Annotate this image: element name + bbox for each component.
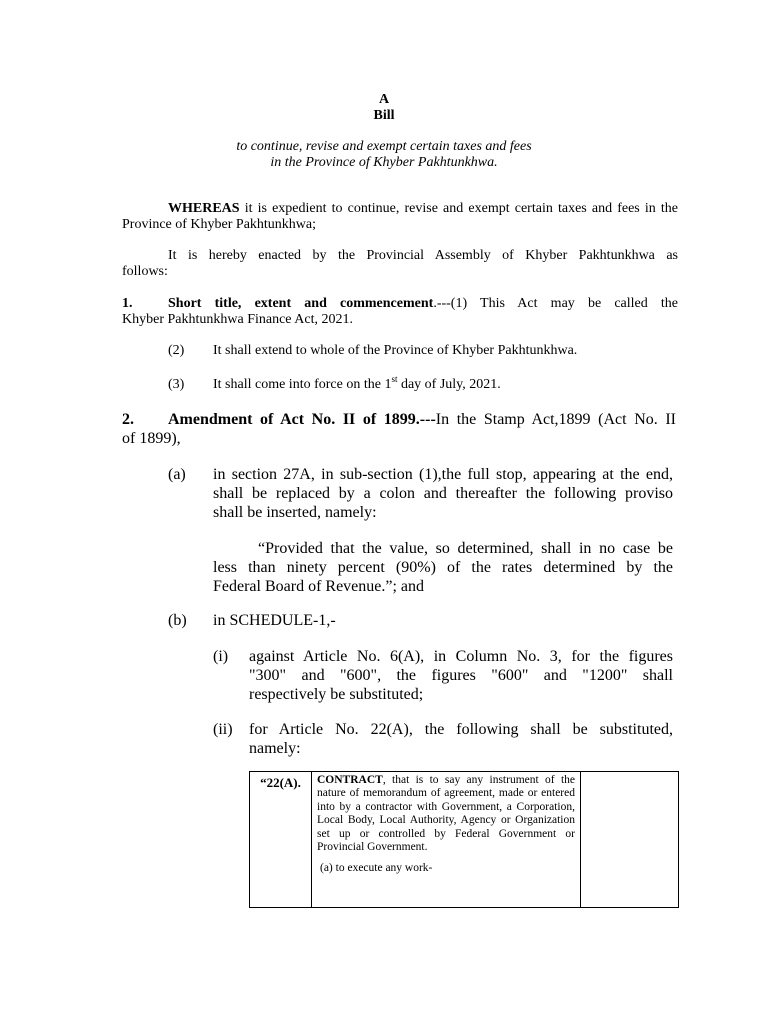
section-1-text-2: Khyber Pakhtunkhwa Finance Act, 2021. — [122, 312, 353, 327]
section-2-heading-line — [168, 410, 676, 429]
contract-label: CONTRACT — [317, 774, 383, 786]
proviso-line-3: Federal Board of Revenue.”; and — [213, 578, 425, 595]
section-1-heading-line — [168, 296, 678, 312]
section-1-title: Short title, extent and commencement — [168, 296, 434, 311]
schedule-table — [249, 771, 679, 908]
heading-a: A — [378, 92, 390, 107]
whereas-text: it is expedient to continue, revise and exempt certain taxes and fees in the Province of Khyber Pakhtunkhwa; — [122, 201, 678, 232]
item-i-line-3: respectively be substituted; — [249, 686, 424, 703]
sub-2-text: It shall extend to whole of the Province of Khyber Pakhtunkhwa. — [213, 343, 578, 358]
sub-3-text — [213, 374, 501, 393]
clause-a-line-1: in section 27A, in sub-section (1),the full stop, appearing at the end, — [213, 466, 673, 483]
enact-line-1: It is hereby enacted by the Provincial Assembly of Khyber Pakhtunkhwa as — [168, 248, 678, 263]
table-row — [250, 772, 679, 908]
sub-3-number: (3) — [168, 377, 185, 392]
heading-bill: Bill — [373, 108, 395, 123]
clause-a-line-3: shall be inserted, namely: — [213, 504, 377, 521]
proviso-line-1: “Provided that the value, so determined, shall in no case be — [258, 540, 673, 557]
sub-3-superscript: st — [391, 374, 398, 384]
section-2-title: Amendment of Act No. II of 1899.--- — [168, 411, 436, 428]
item-ii-line-1: for Article No. 22(A), the following shall be substituted, — [249, 721, 673, 738]
proviso-line-2: less than ninety percent (90%) of the rates determined by the — [213, 559, 673, 576]
enact-line-2: follows: — [122, 264, 168, 279]
sub-2-number: (2) — [168, 343, 185, 358]
section-1-number: 1. — [122, 296, 133, 311]
section-2-number: 2. — [122, 411, 134, 428]
whereas-label: WHEREAS — [168, 201, 240, 216]
clause-b-number: (b) — [168, 612, 187, 629]
subtitle-line-2: in the Province of Khyber Pakhtunkhwa. — [270, 155, 498, 170]
item-ii-number: (ii) — [213, 721, 233, 738]
article-number: “22(A). — [260, 775, 301, 790]
clause-a-number: (a) — [168, 466, 186, 483]
item-ii-line-2: namely: — [249, 740, 301, 757]
sub-3-text-post: day of July, 2021. — [397, 377, 501, 392]
clause-b-text: in SCHEDULE-1,- — [213, 612, 336, 629]
contract-description — [317, 774, 575, 854]
whereas-paragraph — [122, 201, 678, 233]
section-2-text-1: In the Stamp Act,1899 (Act No. II — [435, 411, 677, 428]
item-i-line-1: against Article No. 6(A), in Column No. 3, for the figures — [249, 648, 673, 665]
contract-text: , that is to say any instrument of the nature of memorandum of agreement, made or entered into by a contractor with Government, a Corporation, Local Body, Local Authority, Agency or Organization set up or controlled by Federal Government or Provincial Government. — [317, 774, 575, 854]
item-i-number: (i) — [213, 648, 229, 665]
article-cell — [250, 772, 312, 908]
description-cell — [312, 772, 581, 908]
clause-a-line-2: shall be replaced by a colon and thereafter the following proviso — [213, 485, 673, 502]
subtitle-line-1: to continue, revise and exempt certain taxes and fees — [236, 139, 532, 154]
sub-3-text-pre: It shall come into force on the 1 — [213, 377, 392, 392]
item-i-line-2: "300" and "600", the figures "600" and "1200" shall — [249, 667, 673, 684]
sub-item-a: (a) to execute any work- — [320, 862, 433, 875]
section-2-text-2: of 1899), — [122, 430, 181, 447]
section-1-text-1: .---(1) This Act may be called the — [433, 296, 678, 311]
amount-cell — [581, 772, 679, 908]
